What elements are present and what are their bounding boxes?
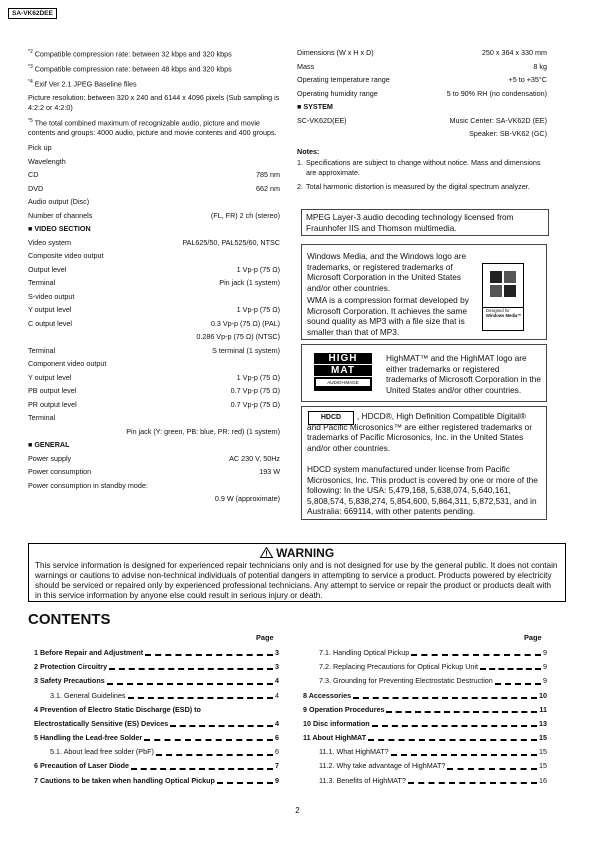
toc-left-column: [34, 646, 279, 788]
toc-item-page: 15: [539, 747, 547, 757]
toc-item[interactable]: [34, 731, 279, 745]
warning-triangle-icon: [260, 547, 273, 558]
spec-row-terminal-1: Terminal Pin jack (1 system): [28, 278, 280, 288]
audio-output-label: Audio output (Disc): [28, 197, 90, 207]
wm-trademark-text: Windows Media, and the Windows logo are trademarks, or registered trademarks of Microsoft Corporation in the United States and/or other countries.: [307, 251, 467, 293]
wma-description-text: WMA is a compression format developed by Microsoft Corporation. It achieves the same sound quality as MP3 with a file size that is smaller than that of MP3.: [307, 295, 469, 337]
note-1: 1. Specifications are subject to change without notice. Mass and dimensions are approximate.: [297, 157, 541, 177]
toc-item-page: 4: [275, 718, 279, 728]
spec-row-channels: Number of channels (FL, FR) 2 ch (stereo): [28, 210, 280, 220]
hdcd-license-text: HDCD system manufactured under license from Pacific Microsonics, Inc. This product is covered by one or more of the following: In the USA: 5,479,168, 5,638,074, 5,640,161, 5,808,574, 5,838,274, 5,854,600, 5,864,311, 5,872,531, and in Australia: 669114, with other patents pending.: [307, 464, 538, 516]
toc-item[interactable]: [34, 745, 279, 759]
toc-leader: [368, 739, 537, 741]
note-2: 2. Total harmonic distortion is measured by the digital spectrum analyzer.: [297, 181, 530, 191]
toc-item-page: 6: [275, 733, 279, 743]
toc-leader: [131, 768, 273, 770]
toc-item-title: 9 Operation Procedures: [303, 704, 385, 714]
terminal-3-label: Terminal: [28, 413, 56, 423]
composite-label: Composite video output: [28, 251, 104, 261]
picture-resolution: Picture resolution: between 320 x 240 and 6144 x 4096 pixels (Sub sampling is 4:2:2 or 4:2:0): [28, 92, 280, 112]
toc-item-title: 1 Before Repair and Adjustment: [34, 647, 144, 657]
spec-row-y-output: Y output level 1 Vp-p (75 Ω): [28, 305, 280, 315]
toc-leader: [386, 711, 537, 713]
spec-row-c-output: C output level 0.3 Vp-p (75 Ω) (PAL): [28, 318, 280, 328]
toc-leader: [447, 768, 537, 770]
toc-leader: [408, 782, 537, 784]
toc-right-column: [303, 646, 547, 788]
pickup-label: Pick up: [28, 143, 52, 153]
toc-item-page: 4: [275, 690, 279, 700]
toc-item[interactable]: [303, 660, 547, 674]
component-label: Component video output: [28, 359, 107, 369]
toc-item[interactable]: [303, 646, 547, 660]
toc-item[interactable]: [34, 646, 279, 660]
toc-leader: [372, 725, 537, 727]
spec-row-dimensions: Dimensions (W x H x D) 250 x 364 x 330 mm: [297, 48, 547, 57]
left-spec-column: [28, 46, 280, 506]
toc-item-page: 4: [275, 676, 279, 686]
toc-item[interactable]: [303, 689, 547, 703]
toc-leader: [495, 683, 541, 685]
spec-row-terminal-2: Terminal S terminal (1 system): [28, 345, 280, 355]
toc-item[interactable]: [34, 689, 279, 703]
toc-leader: [145, 654, 273, 656]
spec-row-c-output-ntsc: 0.286 Vp-p (75 Ω) (NTSC): [196, 332, 280, 342]
wm-logo-caption: Designed for Windows Media™: [483, 307, 523, 318]
right-spec-column: [297, 46, 547, 195]
toc-item[interactable]: [303, 731, 547, 745]
toc-item-page: 9: [543, 662, 547, 672]
toc-item-title: 5 Handling the Lead-free Solder: [34, 733, 143, 743]
toc-leader: [144, 739, 273, 741]
mpeg-license-box: MPEG Layer-3 audio decoding technology licensed from Fraunhofer IIS and Thomson multimedia.: [301, 209, 549, 236]
toc-item[interactable]: [34, 774, 279, 788]
toc-item-title: 6 Precaution of Laser Diode: [34, 761, 130, 771]
warning-body: This service information is designed for experienced repair technicians only and is not designed for use by the general public. It does not contain warnings or cautions to advise non-technical individuals of potential dangers in attempting to service a product. Products powered by electricity should be serviced or repaired only by experienced professional technicians. Any attempt to service or repair the product or products dealt with in this service information by anyone else could result in serious injury or death.: [35, 561, 558, 600]
toc-item-title: 11.3. Benefits of HighMAT?: [319, 775, 406, 785]
toc-item[interactable]: [303, 774, 547, 788]
toc-leader: [128, 697, 273, 699]
toc-leader: [107, 683, 273, 685]
toc-item-title: 2 Protection Circuitry: [34, 662, 108, 672]
toc-item-page: 6: [275, 747, 279, 757]
footnote-4: $^{*4}$ Exif Ver 2.1 JPEG Baseline files: [28, 78, 137, 89]
toc-leader: [217, 782, 273, 784]
spec-row-mass: Mass 8 kg: [297, 61, 547, 71]
toc-leader: [156, 754, 273, 756]
spec-row-power-consumption: Power consumption 193 W: [28, 467, 280, 477]
toc-item[interactable]: [303, 717, 547, 731]
toc-item-page: 15: [539, 761, 547, 771]
general-heading: ■ GENERAL: [28, 440, 70, 450]
toc-item-page: 3: [275, 647, 279, 657]
model-tag: SA-VK62DEE: [8, 8, 57, 19]
page-number: 2: [295, 806, 300, 815]
toc-item-title: 11 About HighMAT: [303, 733, 367, 743]
toc-item[interactable]: [303, 674, 547, 688]
toc-item-page: 9: [543, 676, 547, 686]
standby-value: 0.9 W (approximate): [214, 494, 280, 504]
highmat-box: [301, 344, 547, 402]
toc-item-title: Electrostatically Sensitive (ES) Devices: [34, 718, 169, 728]
system-heading: ■ SYSTEM: [297, 102, 333, 111]
spec-row-pb-output: PB output level 0.7 Vp-p (75 Ω): [28, 386, 280, 396]
spec-row-op-humidity: Operating humidity range 5 to 90% RH (no condensation): [297, 88, 547, 98]
toc-item-title: 3 Safety Precautions: [34, 676, 105, 686]
toc-item-title: 11.2. Why take advantage of HighMAT?: [319, 761, 446, 771]
toc-item-title: 10 Disc information: [303, 718, 370, 728]
contents-title: CONTENTS: [28, 611, 111, 628]
spec-row-y-output-2: Y output level 1 Vp-p (75 Ω): [28, 372, 280, 382]
toc-leader: [391, 754, 537, 756]
spec-row-system: SC-VK62D(EE) Music Center: SA-VK62D (EE): [297, 115, 547, 125]
windows-media-logo: [482, 263, 524, 331]
toc-item[interactable]: [303, 703, 547, 717]
toc-item-title: 4 Prevention of Electro Static Discharge (ESD) to: [34, 704, 201, 714]
toc-item[interactable]: [303, 760, 547, 774]
toc-item-title: 8 Accessories: [303, 690, 352, 700]
toc-leader: [109, 668, 273, 670]
page-column-label-right: Page: [524, 633, 542, 642]
toc-item-page: 10: [539, 690, 547, 700]
toc-item-page: 16: [539, 775, 547, 785]
windows-flag-icon: [483, 264, 523, 304]
spec-row-power-supply: Power supply AC 230 V, 50Hz: [28, 453, 280, 463]
warning-title: WARNING: [29, 545, 565, 561]
toc-item[interactable]: [34, 660, 279, 674]
toc-leader: [480, 668, 541, 670]
toc-item[interactable]: [34, 717, 279, 731]
svideo-label: S-video output: [28, 291, 75, 301]
toc-item-title: 3.1. General Guidelines: [50, 690, 126, 700]
toc-item-title: 7 Cautions to be taken when handling Optical Pickup: [34, 775, 215, 785]
highmat-logo: HIGH MAT AUDIO+IMAGE: [314, 353, 372, 391]
standby-label: Power consumption in standby mode:: [28, 480, 148, 490]
spec-row-pr-output: PR output level 0.7 Vp-p (75 Ω): [28, 399, 280, 409]
terminal-3-value: Pin jack (Y: green, PB: blue, PR: red) (1 system): [126, 426, 280, 436]
toc-item-page: 15: [539, 733, 547, 743]
toc-leader: [170, 725, 273, 727]
toc-item-title: 7.1. Handling Optical Pickup: [319, 647, 410, 657]
hdcd-trademark-text: , HDCD®, High Definition Compatible Digital® and Pacific Microsonics™ are either registered trademarks or trademarks of Pacific Microsonics, Inc. in the United States and/or other countries.: [307, 411, 533, 453]
windows-media-box: [301, 244, 547, 340]
page-column-label-left: Page: [256, 633, 274, 642]
spec-row-speaker: Speaker: SB-VK62 (GC): [469, 129, 547, 138]
toc-item[interactable]: [303, 745, 547, 759]
toc-item-page: 13: [539, 718, 547, 728]
toc-item-title: 7.3. Grounding for Preventing Electrostatic Destruction: [319, 676, 493, 686]
toc-item-title: 5.1. About lead free solder (PbF): [50, 747, 154, 757]
spec-row-dvd: DVD 662 nm: [28, 183, 280, 193]
footnote-2: $^{*2}$ Compatible compression rate: between 32 kbps and 320 kbps: [28, 49, 232, 59]
toc-item-page: 9: [543, 647, 547, 657]
toc-leader: [353, 697, 537, 699]
spec-row-video-system: Video system PAL625/50, PAL525/60, NTSC: [28, 237, 280, 247]
notes-title: Notes:: [297, 146, 320, 156]
spec-row-cd: CD 785 nm: [28, 170, 280, 180]
toc-leader: [411, 654, 541, 656]
video-section-heading: ■ VIDEO SECTION: [28, 224, 91, 234]
toc-item-title: 11.1. What HighMAT?: [319, 747, 389, 757]
footnote-3: $^{*3}$ Compatible compression rate: between 48 kbps and 320 kbps: [28, 63, 232, 74]
toc-item-title: 7.2. Replacing Precautions for Optical Pickup Unit: [319, 662, 479, 672]
toc-item-page: 3: [275, 662, 279, 672]
toc-item-page: 9: [275, 775, 279, 785]
warning-box: [28, 543, 566, 602]
wavelength-label: Wavelength: [28, 156, 66, 166]
spec-row-output-level: Output level 1 Vp-p (75 Ω): [28, 264, 280, 274]
toc-item[interactable]: [34, 703, 279, 717]
footnote-5: $^{*5}$ The total combined maximum of recognizable audio, picture and movie contents and groups: 4000 audio, picture and movie contents and 400 groups.: [28, 117, 277, 138]
toc-item[interactable]: [34, 674, 279, 688]
highmat-text: HighMAT™ and the HighMAT logo are either trademarks or registered trademarks of Microsoft Corporation in the United States and/or other countries.: [386, 353, 541, 395]
toc-item[interactable]: [34, 760, 279, 774]
toc-item-page: 11: [539, 704, 547, 714]
hdcd-logo: HDCD: [308, 411, 354, 425]
toc-item-page: 7: [275, 761, 279, 771]
spec-row-op-temp: Operating temperature range +5 to +35°C: [297, 75, 547, 84]
hdcd-box: [301, 406, 547, 520]
